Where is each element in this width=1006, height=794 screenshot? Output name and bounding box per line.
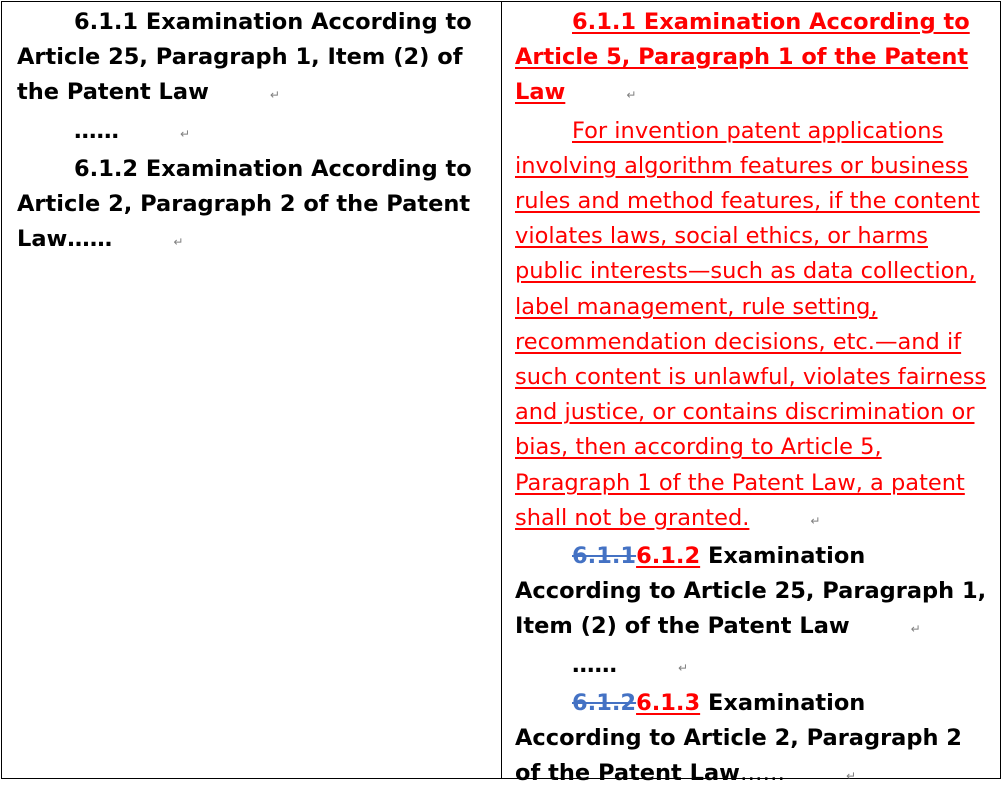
left-heading-6-1-2 (17, 152, 487, 261)
right-column-revised (502, 2, 1000, 787)
left-heading-6-1-1 (17, 5, 487, 114)
left-ellipsis-text: …… (74, 117, 119, 144)
deleted-number: 6.1.1 (572, 543, 637, 570)
deleted-number: 6.1.2 (572, 689, 637, 716)
right-heading-6-1-3 (515, 686, 994, 794)
paragraph-mark-icon: ↵ (845, 769, 857, 784)
right-ellipsis (515, 648, 994, 686)
paragraph-mark-icon: ↵ (626, 88, 637, 103)
right-inserted-paragraph (515, 114, 994, 539)
paragraph-mark-icon: ↵ (810, 513, 821, 528)
paragraph-mark-icon: ↵ (269, 88, 280, 103)
heading-tail-ellipsis: …… (739, 760, 785, 787)
paragraph-mark-icon: ↵ (180, 126, 191, 141)
revision-comparison-table (1, 1, 1001, 787)
left-column-original (2, 2, 502, 778)
inserted-number: 6.1.2 (636, 543, 701, 570)
paragraph-mark-icon: ↵ (173, 235, 184, 250)
right-ellipsis-text: …… (572, 651, 617, 678)
paragraph-mark-icon: ↵ (678, 660, 689, 675)
paragraph-mark-icon: ↵ (910, 622, 921, 637)
right-heading-6-1-2 (515, 539, 994, 648)
left-ellipsis (17, 114, 487, 152)
heading-text: Examination According to Article 2, Paragraph 2 of the Patent Law (515, 689, 962, 787)
right-inserted-heading (515, 5, 994, 114)
heading-tail (740, 760, 856, 786)
heading-text: Examination According to Article 25, Paragraph 1, Item (2) of the Patent Law (515, 543, 987, 640)
left-heading-6-1-2-text: 6.1.2 Examination According to Article 2, Paragraph 2 of the Patent Law…… (17, 155, 472, 253)
inserted-paragraph-text: For invention patent applications involving algorithm features or business rules and method features, if the content violates laws, social ethics, or harms public interests—such as data collection, label management, rule setting, recommendation decisions, etc.—and if such content is unlawful, violates fairness and justice, or contains discrimination or bias, then according to Article 5, Paragraph 1 of the Patent Law, a patent shall not be granted. (515, 117, 987, 531)
inserted-number: 6.1.3 (636, 689, 701, 716)
inserted-heading-text: 6.1.1 Examination According to Article 5, Paragraph 1 of the Patent Law (515, 9, 970, 106)
left-heading-6-1-1-text: 6.1.1 Examination According to Article 25, Paragraph 1, Item (2) of the Patent Law (17, 9, 472, 106)
